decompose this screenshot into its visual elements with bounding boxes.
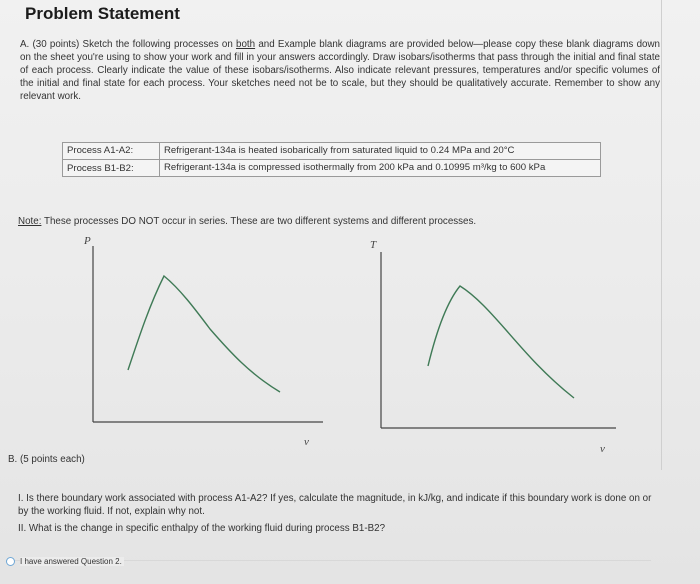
part-b-heading: B. (5 points each)	[8, 454, 85, 465]
part-b-question-2: II. What is the change in specific enthalpy of the working fluid during process B1-B2?	[18, 523, 386, 534]
tv-diagram	[366, 238, 626, 456]
process-label: Process B1-B2:	[63, 160, 160, 177]
page-divider	[661, 0, 662, 470]
tv-y-axis-label: T	[370, 239, 377, 251]
part-a-text	[20, 38, 660, 103]
process-label: Process A1-A2:	[63, 143, 160, 160]
pv-x-axis-label: v	[304, 436, 309, 448]
table-row	[63, 143, 601, 160]
part-b-question-1: I. Is there boundary work associated with process A1-A2? If yes, calculate the magnitude, in kJ/kg, and indicate if this boundary work is done on or by the working fluid. If not, explain why not.	[18, 493, 652, 517]
pv-saturation-dome	[128, 276, 280, 392]
process-description: Refrigerant-134a is compressed isothermally from 200 kPa and 0.10995 m³/kg to 600 kPa	[160, 160, 601, 177]
answered-checkbox[interactable]	[6, 554, 651, 568]
part-a-both: both	[236, 39, 256, 50]
table-row	[63, 160, 601, 177]
part-a-lead: A. (30 points) Sketch the following processes on	[20, 39, 237, 50]
part-a-rest: and Example blank diagrams are provided below—please copy these blank diagrams down on the sheet you're using to show your work and fill in your answers accordingly. Draw isobars/isotherms that pass through the initial and final state of each process. Clearly indicate the value of these isobars/isotherms. Also indicate relevant pressures, temperatures and/or specific volumes of the initial and final state for each process. Your sketches need not be to scale, but they should be qualitatively accurate. Remember to show any relevant work.	[20, 39, 660, 102]
note	[18, 216, 476, 227]
note-text: These processes DO NOT occur in series. These are two different systems and different processes.	[41, 216, 477, 227]
process-table	[62, 142, 601, 177]
note-label: Note:	[18, 216, 42, 227]
process-description: Refrigerant-134a is heated isobarically from saturated liquid to 0.24 MPa and 20°C	[160, 143, 601, 160]
answered-radio[interactable]	[6, 557, 15, 566]
pv-diagram	[80, 234, 330, 452]
answered-label: I have answered Question 2.	[20, 556, 122, 566]
page-title: Problem Statement	[25, 4, 180, 23]
tv-x-axis-label: v	[600, 443, 605, 455]
pv-y-axis-label: P	[84, 235, 91, 247]
tv-saturation-dome	[428, 286, 574, 398]
